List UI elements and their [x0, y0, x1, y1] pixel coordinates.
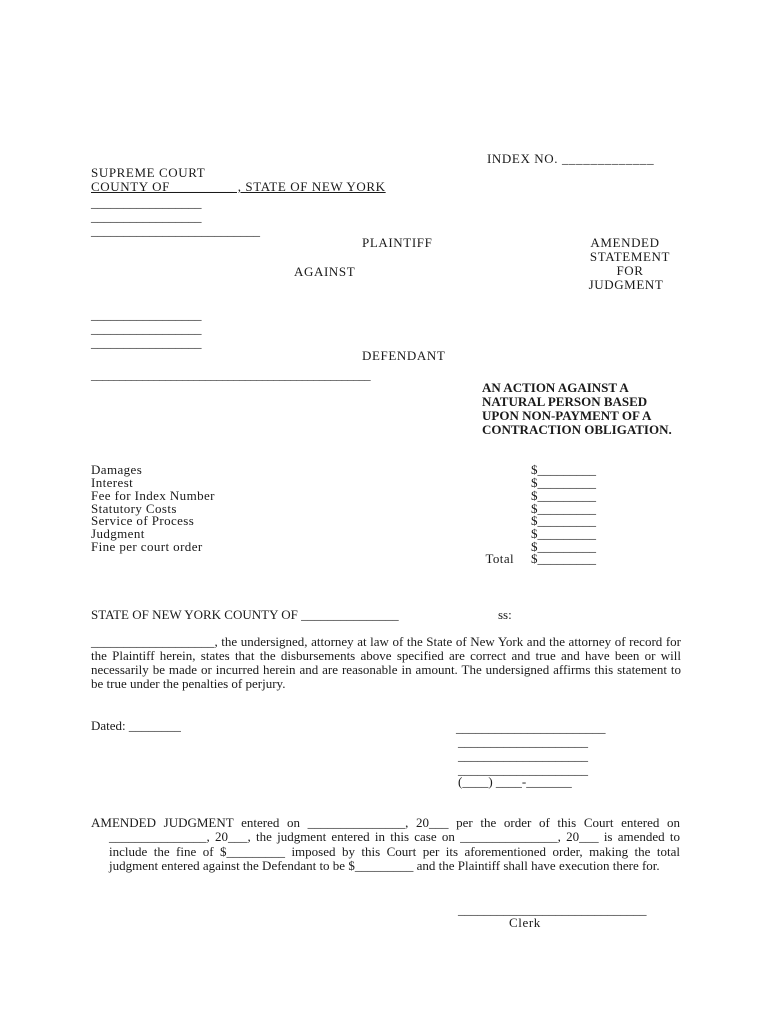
caption-divider: _________________________________________________ [91, 368, 371, 382]
attorney-address-line: ____________________ [458, 762, 588, 777]
plaintiff-name-line: _________________ [91, 209, 202, 224]
document-title-line: AMENDED [590, 235, 660, 250]
defendant-label: DEFENDANT [362, 348, 446, 363]
defendant-name-line: _________________ [91, 321, 202, 336]
amended-judgment-text: AMENDED JUDGMENT entered on _______________, 20___ per the order of this Court entered on _______________, 20___, the judgment entered in this case on _______________, 20___ is amended to include the fine of $_________ imposed by this Court per its aforementioned order, making the total judgment entered against the Defendant to be $_________ and the Plaintiff shall have execution there for. [91, 815, 680, 873]
amended-judgment-paragraph [91, 816, 680, 873]
cost-label: Interest [91, 475, 134, 490]
cost-row [91, 463, 596, 476]
plaintiff-name-line: __________________________ [91, 223, 260, 238]
total-row [91, 552, 596, 565]
against-label: AGAINST [294, 264, 356, 279]
affirmation-text: ___________________, the undersigned, attorney at law of the State of New York and the attorney of record for the Plaintiff herein, states that the disbursements above specified are correct and true and have been or will necessarily be made or incurred herein and are reasonable in amount. The undersigned affirms this statement to be true under the penalties of perjury. [91, 634, 681, 691]
dated-line: Dated: ________ [91, 718, 181, 733]
index-number: INDEX NO. _____________ [487, 151, 655, 166]
document-title-line: STATEMENT [589, 249, 671, 264]
total-label: Total [485, 551, 514, 566]
county-line: COUNTY OF_________ , STATE OF NEW YORK [91, 179, 386, 194]
cost-label: Damages [91, 462, 143, 477]
affirmation-paragraph [91, 635, 681, 691]
action-line: NATURAL PERSON BASED [482, 394, 648, 409]
clerk-label: Clerk [509, 915, 541, 930]
action-line: UPON NON-PAYMENT OF A [482, 408, 652, 423]
total-amount: $_________ [531, 551, 596, 566]
cost-row [91, 514, 596, 527]
cost-label: Statutory Costs [91, 501, 177, 516]
plaintiff-label: PLAINTIFF [362, 235, 433, 250]
attorney-address-line: ____________________ [458, 748, 588, 763]
cost-amount: $_________ [531, 526, 596, 541]
cost-amount: $_________ [531, 488, 596, 503]
venue-ss: ss: [498, 607, 512, 622]
document-title-line: JUDGMENT [588, 277, 664, 292]
plaintiff-name-line: _________________ [91, 195, 202, 210]
cost-label: Fine per court order [91, 539, 203, 554]
cost-amount: $_________ [531, 513, 596, 528]
attorney-name-line: ____________________ [458, 734, 588, 749]
cost-amount: $_________ [531, 539, 596, 554]
signature-line: _______________________ [456, 720, 606, 735]
document-title-line: FOR [616, 263, 644, 278]
cost-label: Fee for Index Number [91, 488, 215, 503]
venue-line: STATE OF NEW YORK COUNTY OF _______________ [91, 607, 399, 622]
cost-label: Service of Process [91, 513, 195, 528]
defendant-name-line: _________________ [91, 307, 202, 322]
court-name: SUPREME COURT [91, 165, 206, 180]
action-line: AN ACTION AGAINST A [482, 380, 629, 395]
clerk-signature-line: _____________________________ [458, 902, 647, 917]
defendant-name-line: _________________ [91, 335, 202, 350]
cost-amount: $_________ [531, 501, 596, 516]
cost-label: Judgment [91, 526, 145, 541]
cost-amount: $_________ [531, 475, 596, 490]
attorney-phone-line: (____) ____-_______ [458, 774, 572, 789]
action-line: CONTRACTION OBLIGATION. [482, 422, 672, 437]
cost-amount: $_________ [531, 462, 596, 477]
